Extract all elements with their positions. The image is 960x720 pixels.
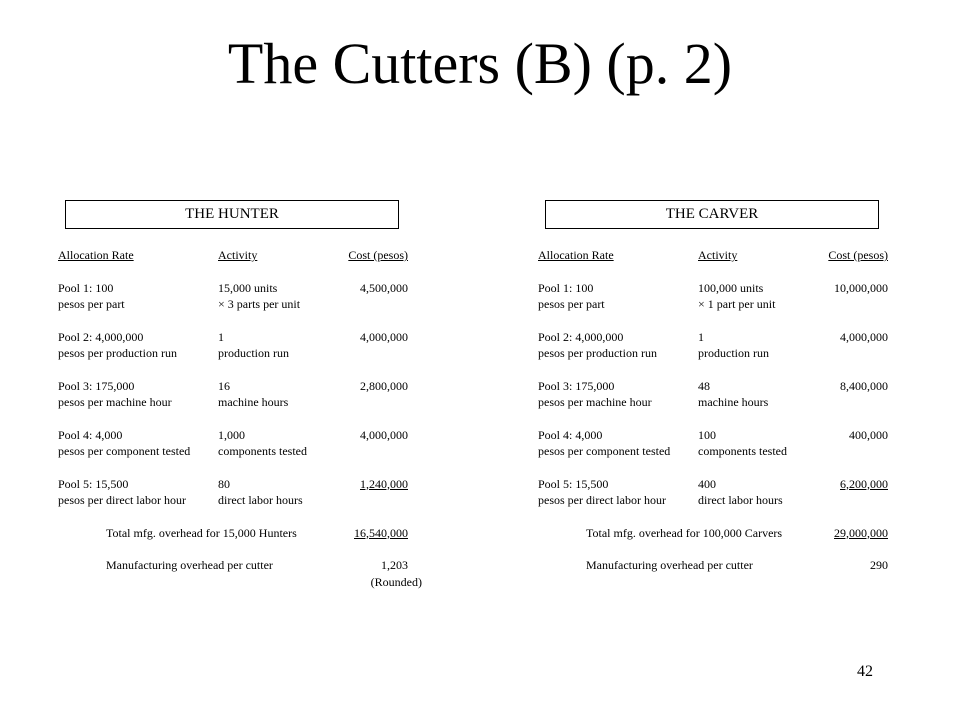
pool-row [538,476,888,493]
col-header-rate: Allocation Rate [538,248,614,262]
pool-row-2 [58,492,408,509]
pool-activity: 48 [698,378,710,393]
pool-activity: 400 [698,476,716,491]
pool-row [58,280,408,297]
hunter-table [58,247,422,590]
pool-row-2 [538,296,888,313]
pool-row [58,427,408,444]
col-header-activity: Activity [218,248,258,262]
pool-rate-unit: pesos per component tested [58,444,191,458]
per-unit-label: Manufacturing overhead per cutter [586,558,753,572]
col-header-activity: Activity [698,248,738,262]
per-unit-row [58,557,408,574]
pool-rate-unit: pesos per part [58,297,125,311]
pool-row-2 [58,443,408,460]
total-label: Total mfg. overhead for 100,000 Carvers [586,525,783,540]
pool-row [538,280,888,297]
pool-activity-unit: machine hours [218,395,289,409]
pool-rate: Pool 2: 4,000,000 [58,329,144,344]
pool-cost: 4,000,000 [360,329,408,344]
pool-rate: Pool 4: 4,000 [538,427,603,442]
pool-cost: 2,800,000 [360,378,408,393]
pool-activity: 100,000 units [698,280,764,295]
per-unit-note-row [58,574,422,591]
col-header-cost: Cost (pesos) [348,248,408,262]
pool-rate: Pool 3: 175,000 [538,378,615,393]
pool-rate: Pool 1: 100 [58,280,114,295]
pool-activity-unit: components tested [218,444,307,458]
pool-activity-unit: × 3 parts per unit [218,297,301,311]
pool-rate: Pool 3: 175,000 [58,378,135,393]
carver-heading: THE CARVER [545,200,879,229]
col-header-cost: Cost (pesos) [828,248,888,262]
total-value: 29,000,000 [834,525,888,540]
per-unit-value: 1,203 [381,558,408,572]
pool-row [58,329,408,346]
pool-row-2 [58,345,408,362]
table-header [58,247,408,264]
pool-row-2 [538,394,888,411]
pool-rate: Pool 5: 15,500 [58,476,129,491]
total-value: 16,540,000 [354,525,408,540]
pool-activity: 1 [218,329,224,344]
pool-row [58,378,408,395]
pool-activity: 15,000 units [218,280,278,295]
pool-rate-unit: pesos per direct labor hour [538,493,666,507]
pool-rate: Pool 4: 4,000 [58,427,123,442]
carver-table [538,247,888,574]
pool-rate-unit: pesos per machine hour [58,395,172,409]
pool-cost: 4,000,000 [360,427,408,442]
pool-activity-unit: × 1 part per unit [698,297,776,311]
pool-row [538,329,888,346]
pool-cost: 4,500,000 [360,280,408,295]
pool-activity-unit: production run [218,346,289,360]
pool-activity: 100 [698,427,716,442]
pool-activity: 16 [218,378,230,393]
pool-row-2 [538,443,888,460]
pool-activity: 80 [218,476,230,491]
per-unit-row [538,557,888,574]
pool-activity-unit: direct labor hours [218,493,303,507]
pool-row-2 [538,345,888,362]
pool-cost: 8,400,000 [840,378,888,393]
pool-activity-unit: production run [698,346,769,360]
pool-cost: 400,000 [849,427,888,442]
pool-row [58,476,408,493]
rounded-note: (Rounded) [370,574,422,589]
pool-row [538,427,888,444]
pool-activity-unit: direct labor hours [698,493,783,507]
per-unit-value: 290 [870,558,888,572]
total-label: Total mfg. overhead for 15,000 Hunters [106,525,297,540]
pool-activity: 1 [698,329,704,344]
pool-rate: Pool 5: 15,500 [538,476,609,491]
pool-rate-unit: pesos per production run [58,346,177,360]
pool-cost: 1,240,000 [360,476,408,491]
pool-rate-unit: pesos per direct labor hour [58,493,186,507]
per-unit-label: Manufacturing overhead per cutter [106,558,273,572]
pool-rate-unit: pesos per production run [538,346,657,360]
pool-row-2 [538,492,888,509]
pool-activity-unit: components tested [698,444,787,458]
page-number: 42 [857,663,873,680]
pool-rate-unit: pesos per machine hour [538,395,652,409]
pool-row-2 [58,296,408,313]
pool-cost: 4,000,000 [840,329,888,344]
pool-cost: 6,200,000 [840,476,888,491]
pool-activity-unit: machine hours [698,395,769,409]
pool-rate: Pool 1: 100 [538,280,594,295]
pool-rate: Pool 2: 4,000,000 [538,329,624,344]
total-row [58,525,408,542]
slide-title: The Cutters (B) (p. 2) [227,31,733,96]
pool-row [538,378,888,395]
hunter-heading: THE HUNTER [65,200,399,229]
pool-activity: 1,000 [218,427,245,442]
pool-rate-unit: pesos per component tested [538,444,671,458]
pool-cost: 10,000,000 [834,280,888,295]
col-header-rate: Allocation Rate [58,248,134,262]
pool-rate-unit: pesos per part [538,297,605,311]
pool-row-2 [58,394,408,411]
table-header [538,247,888,264]
total-row [538,525,888,542]
